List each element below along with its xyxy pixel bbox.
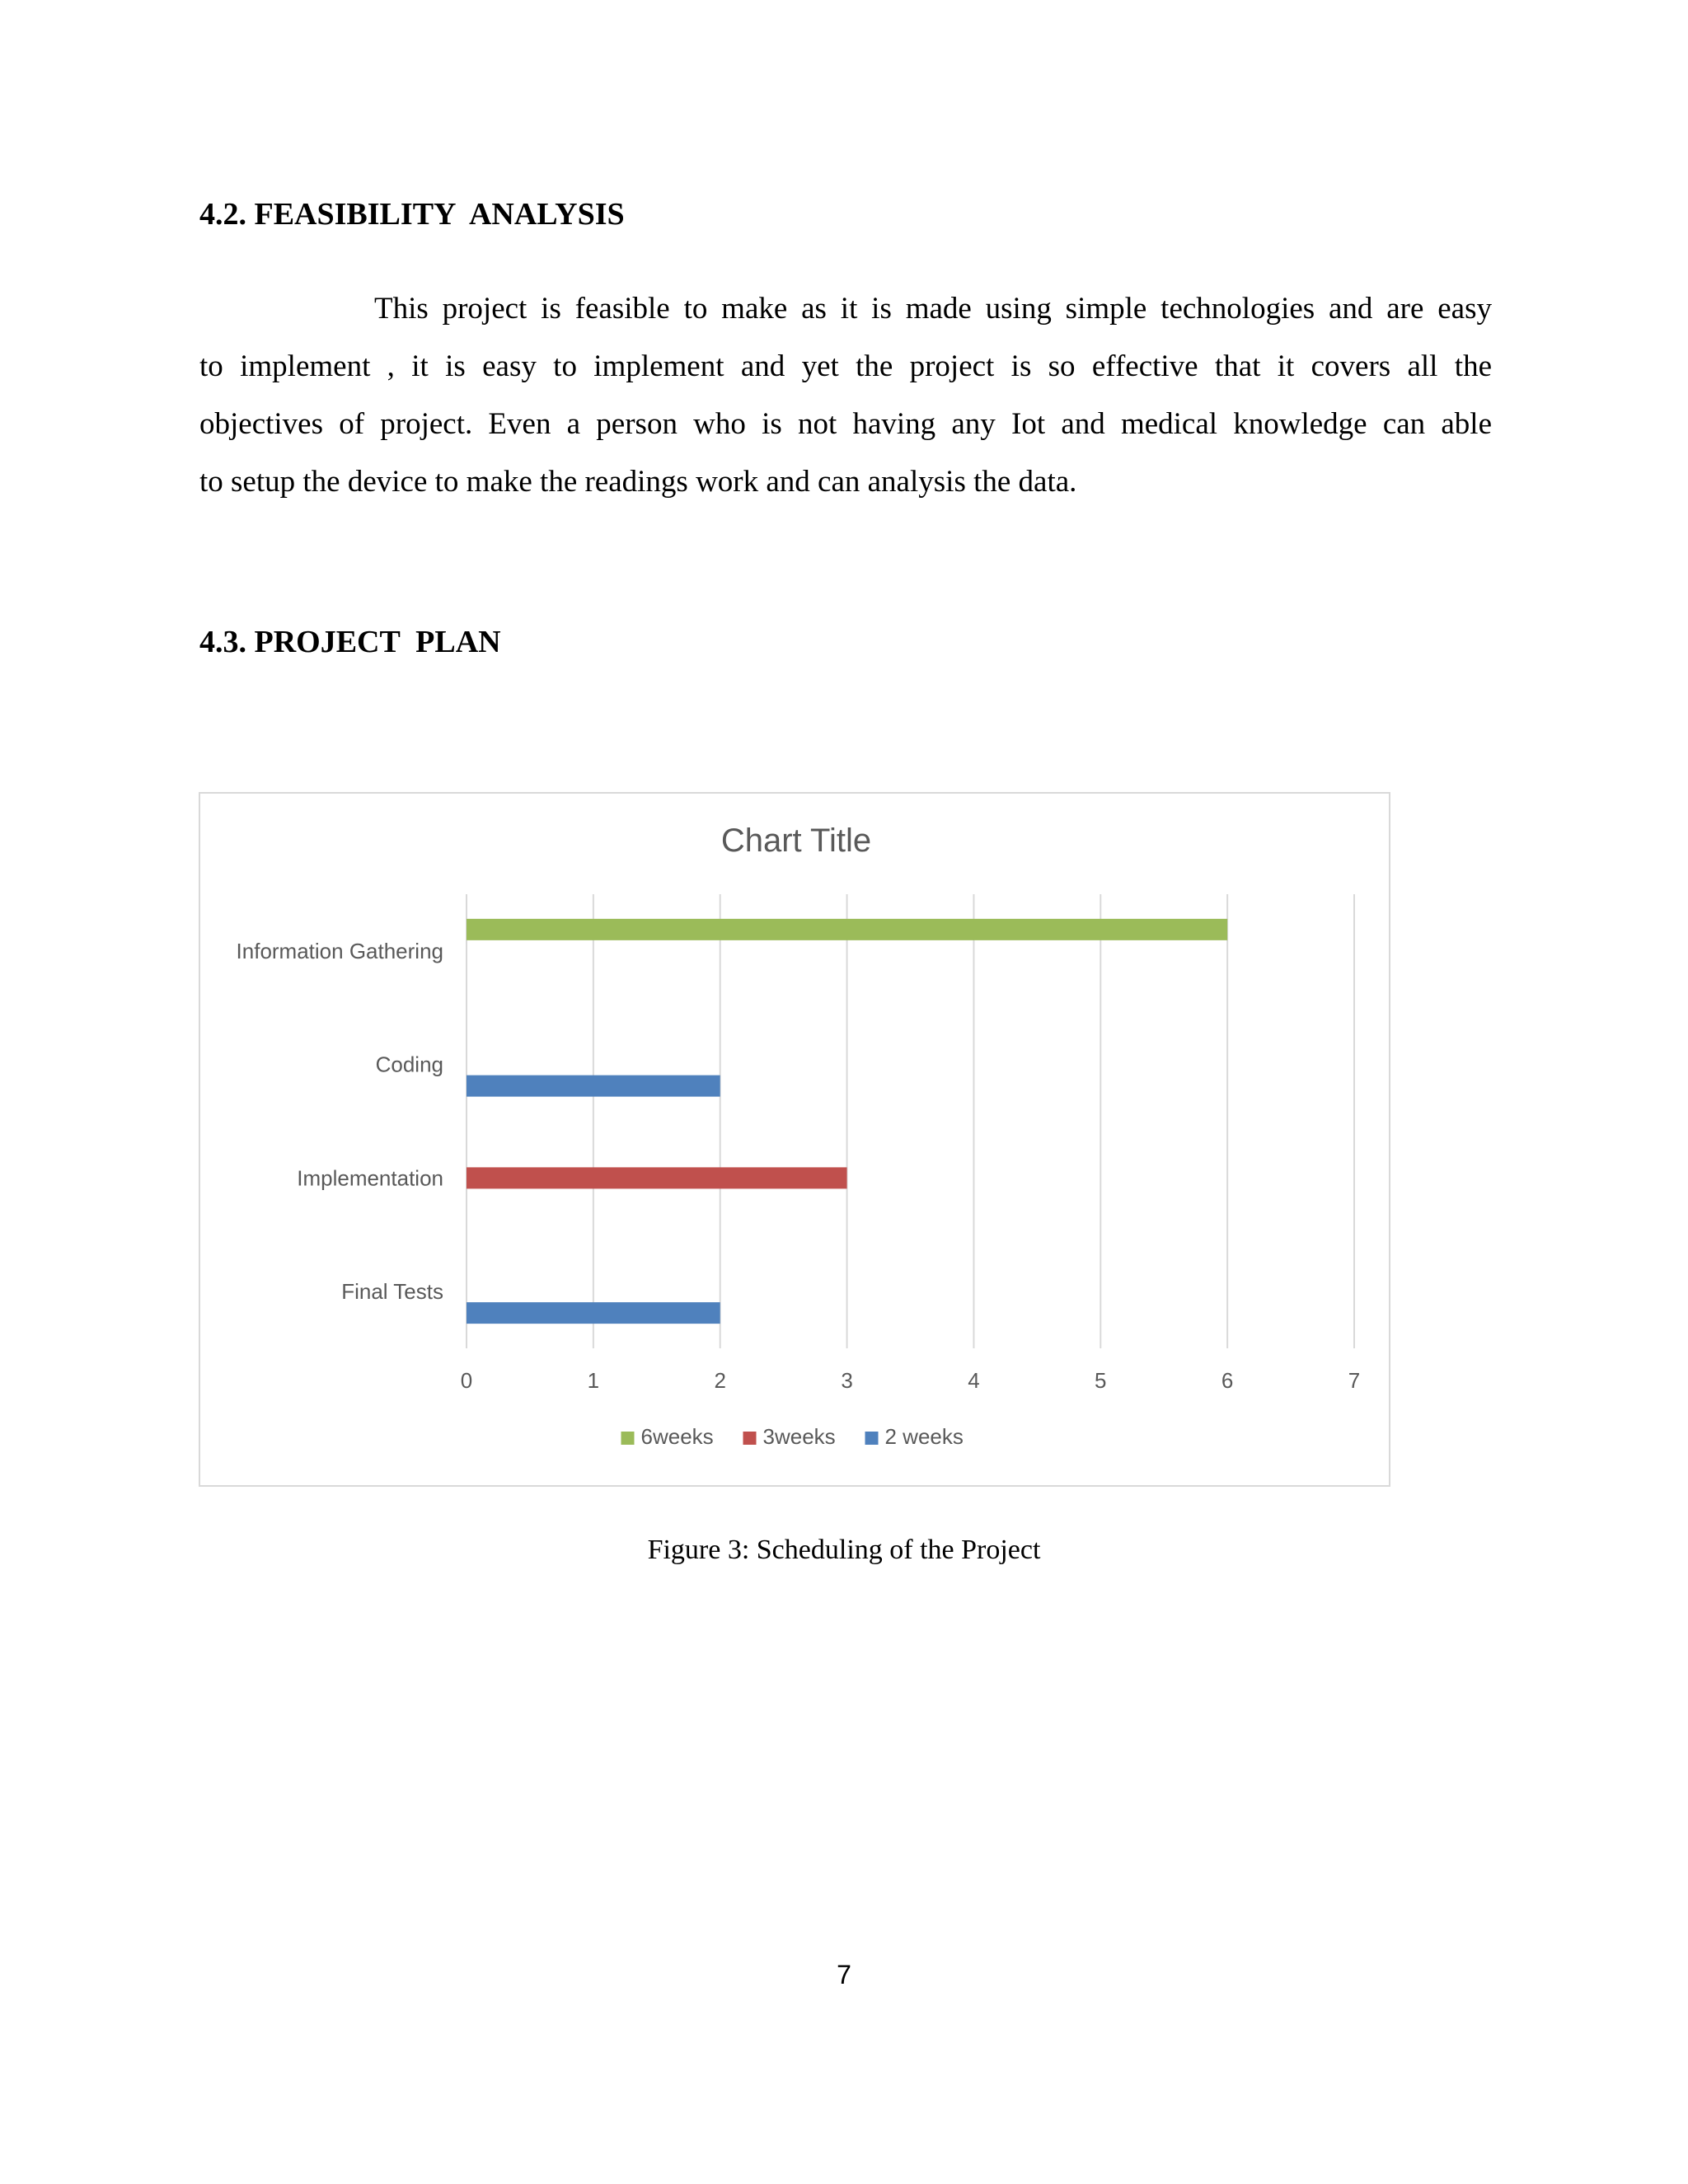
figure-caption: Figure 3: Scheduling of the Project <box>647 1535 1041 1565</box>
bar-6weeks <box>467 919 1227 940</box>
category-label: Final Tests <box>341 1279 443 1305</box>
legend-label: 3weeks <box>762 1424 836 1449</box>
bar-2-weeks <box>467 1076 720 1097</box>
x-tick-label: 1 <box>587 1368 600 1393</box>
chart-svg <box>200 794 1392 1488</box>
gantt-chart <box>199 792 1390 1487</box>
page-number: 7 <box>837 1960 851 1990</box>
x-tick-label: 3 <box>841 1368 853 1393</box>
x-tick-label: 6 <box>1221 1368 1234 1393</box>
chart-x-ticks <box>461 1368 1360 1393</box>
category-label: Implementation <box>297 1165 443 1191</box>
bar-2-weeks <box>467 1302 720 1324</box>
legend-swatch <box>621 1432 635 1445</box>
chart-grid <box>467 894 1354 1348</box>
legend-swatch <box>865 1432 879 1445</box>
category-label: Information Gathering <box>236 938 443 963</box>
x-tick-label: 0 <box>460 1368 473 1393</box>
x-tick-label: 7 <box>1348 1368 1361 1393</box>
paragraph-line: objectives of project. Even a person who is not having any Iot and medical knowledge can able <box>199 407 1492 441</box>
feasibility-paragraph <box>199 280 1492 511</box>
paragraph-line: This project is feasible to make as it is made using simple technologies and are easy <box>374 292 1492 326</box>
section-heading-project-plan: 4.3. PROJECT PLAN <box>199 625 501 659</box>
x-tick-label: 5 <box>1095 1368 1107 1393</box>
bar-3weeks <box>467 1167 847 1188</box>
legend-swatch <box>743 1432 757 1445</box>
section-heading-feasibility: 4.2. FEASIBILITY ANALYSIS <box>199 197 625 232</box>
chart-title: Chart Title <box>720 823 872 859</box>
x-tick-label: 4 <box>968 1368 980 1393</box>
legend-label: 2 weeks <box>884 1424 964 1449</box>
paragraph-line: to setup the device to make the readings work and can analysis the data. <box>199 465 1077 499</box>
x-tick-label: 2 <box>714 1368 726 1393</box>
legend-label: 6weeks <box>640 1424 714 1449</box>
chart-legend <box>621 1424 964 1449</box>
chart-category-labels <box>237 939 443 1304</box>
paragraph-line: to implement , it is easy to implement and yet the project is so effective that it covers all the <box>199 349 1492 383</box>
category-label: Coding <box>375 1052 443 1077</box>
